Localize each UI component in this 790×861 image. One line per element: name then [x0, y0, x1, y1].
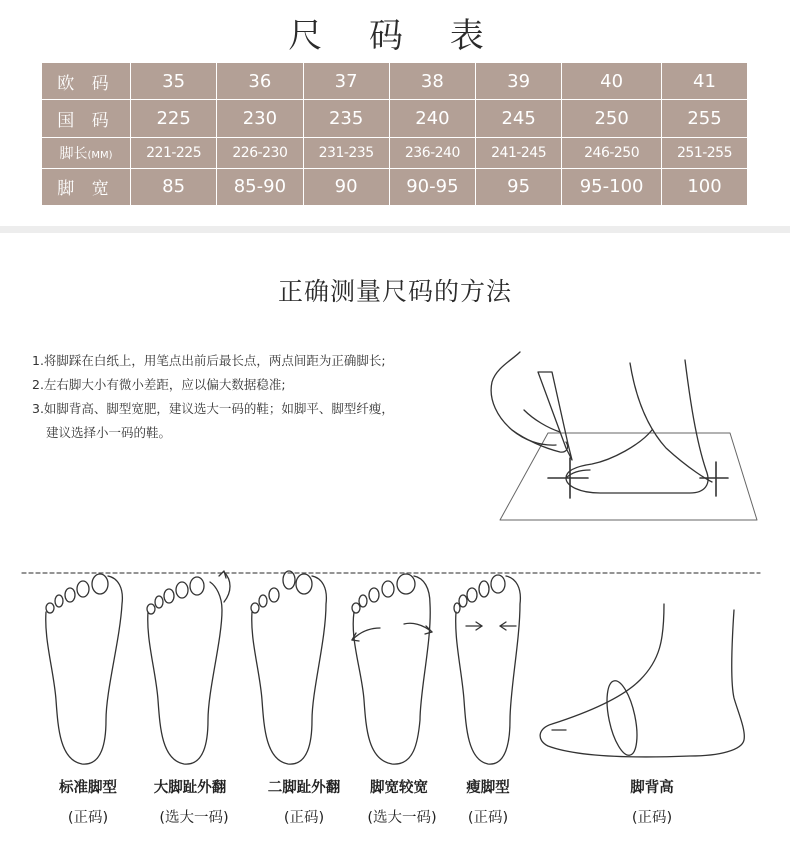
table-cell: 35: [131, 63, 217, 100]
instruction-item: 2.左右脚大小有微小差距，应以偏大数据稳准;: [32, 377, 286, 392]
row-label: 欧 码: [57, 73, 115, 94]
foot-type-advice: (正码): [67, 810, 109, 826]
table-cell: 40: [562, 63, 662, 100]
instruction-item: 建议选择小一码的鞋。: [46, 425, 172, 440]
table-cell: 241-245: [476, 138, 562, 168]
table-cell: 38: [389, 63, 475, 100]
table-cell: 245: [476, 100, 562, 138]
table-cell: 39: [476, 63, 562, 100]
table-cell: 85-90: [217, 168, 303, 205]
foot-type-label: 脚背高: [630, 780, 674, 796]
size-chart-title: 尺 码 表: [288, 16, 502, 56]
table-cell: 230: [217, 100, 303, 138]
table-cell: 95-100: [562, 168, 662, 205]
table-cell: 100: [662, 168, 748, 205]
foot-outline-bunion: [147, 571, 230, 764]
foot-type-advice: (选大一码): [367, 810, 437, 826]
row-label: 国 码: [42, 100, 131, 138]
foot-type-label: 标准脚型: [59, 780, 117, 796]
table-cell: 250: [562, 100, 662, 138]
foot-type-label: 瘦脚型: [466, 780, 510, 796]
foot-type-label: 脚宽较宽: [370, 780, 428, 796]
table-cell: 41: [662, 63, 748, 100]
table-cell: 251-255: [662, 138, 748, 168]
table-cell: 255: [662, 100, 748, 138]
row-label-text: 脚长: [59, 145, 88, 162]
table-cell: 36: [217, 63, 303, 100]
method-title: 正确测量尺码的方法: [277, 277, 512, 306]
foot-measure-illustration: [491, 352, 757, 520]
table-cell: 37: [303, 63, 389, 100]
foot-type-advice: (选大一码): [159, 810, 229, 826]
table-cell: 246-250: [562, 138, 662, 168]
foot-outline-high-instep: [540, 604, 744, 758]
table-cell: 90: [303, 168, 389, 205]
foot-type-label: 二脚趾外翻: [267, 780, 341, 796]
table-cell: 240: [389, 100, 475, 138]
foot-outline-standard: [46, 574, 123, 764]
table-cell: 95: [476, 168, 562, 205]
foot-outline-narrow: [454, 575, 520, 764]
table-cell: 90-95: [389, 168, 475, 205]
table-cell: 231-235: [303, 138, 389, 168]
table-cell: 85: [131, 168, 217, 205]
instruction-item: 1.将脚踩在白纸上，用笔点出前后最长点，两点间距为正确脚长;: [32, 353, 386, 368]
table-cell: 221-225: [131, 138, 217, 168]
foot-type-advice: (正码): [467, 810, 509, 826]
foot-outline-second-toe: [251, 571, 326, 764]
table-cell: 236-240: [389, 138, 475, 168]
foot-type-label: 大脚趾外翻: [153, 780, 227, 796]
row-label: 脚 宽: [42, 168, 131, 205]
table-cell: 225: [131, 100, 217, 138]
table-cell: 235: [303, 100, 389, 138]
foot-type-advice: (正码): [283, 810, 325, 826]
table-cell: 226-230: [217, 138, 303, 168]
unit-label: (MM): [87, 149, 113, 161]
instruction-item: 3.如脚背高、脚型宽肥，建议选大一码的鞋；如脚平、脚型纤瘦，: [32, 401, 394, 416]
foot-type-advice: (正码): [631, 810, 673, 826]
foot-outline-wide: [352, 574, 432, 764]
